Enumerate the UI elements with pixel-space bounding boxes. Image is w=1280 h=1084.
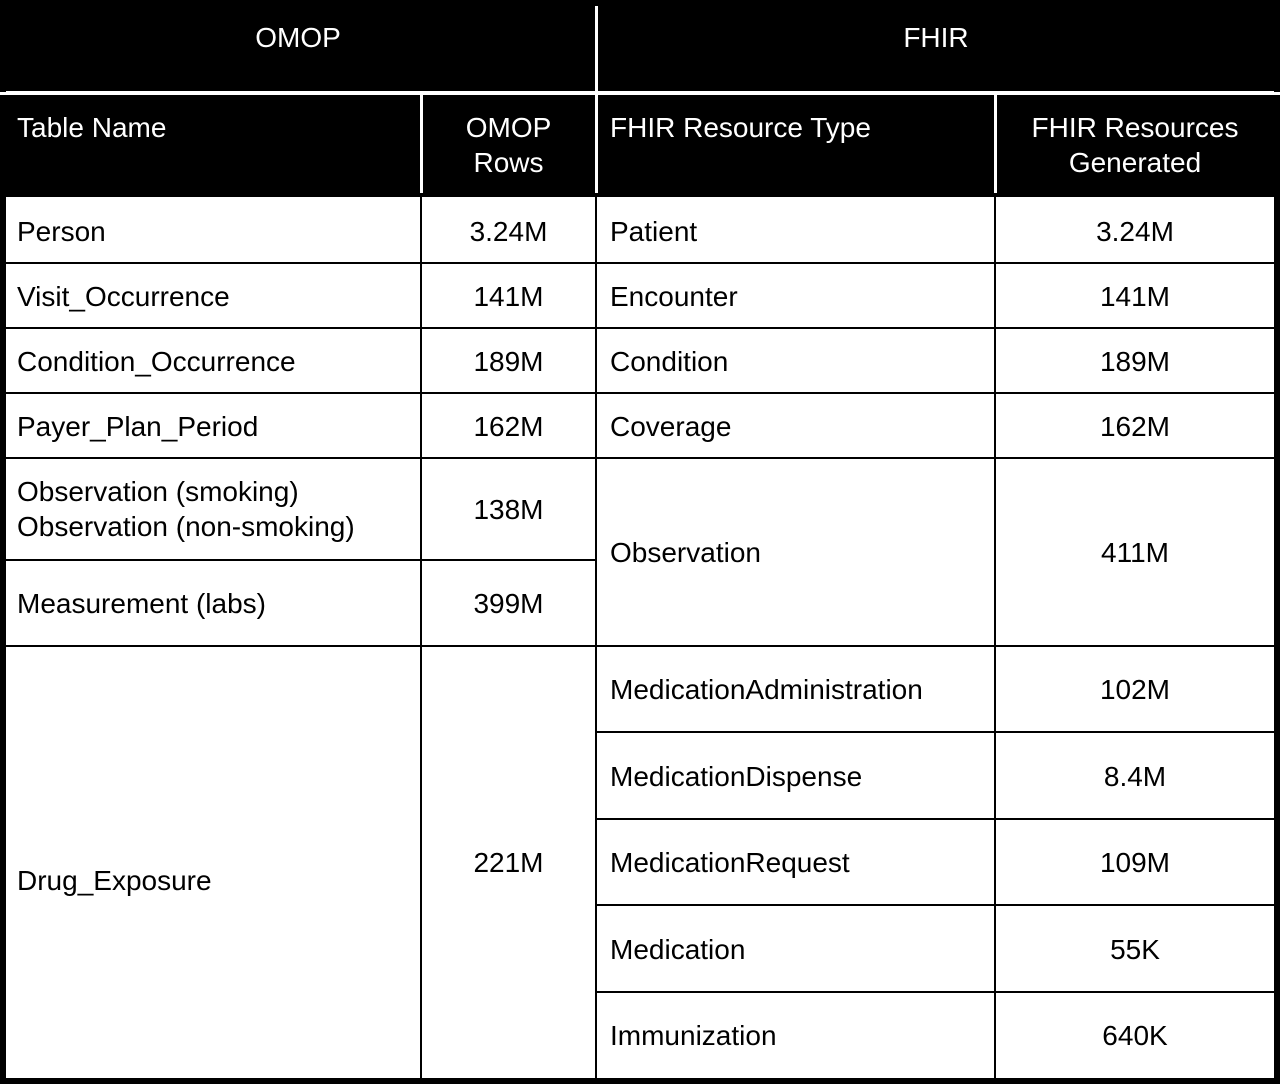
omop-row-line bbox=[6, 559, 596, 561]
omop-table-name: Measurement (labs) bbox=[17, 588, 266, 619]
fhir-row-line bbox=[596, 392, 1274, 394]
fhir-row-line bbox=[596, 818, 1274, 820]
fhir-row-line bbox=[596, 645, 1274, 647]
fhir-row-line bbox=[596, 327, 1274, 329]
omop-row-line bbox=[6, 262, 596, 264]
col-divider-2 bbox=[595, 197, 597, 1078]
fhir-resource-count: 189M bbox=[1099, 346, 1171, 377]
fhir-resource-type: Coverage bbox=[610, 411, 732, 442]
fhir-resource-type: Encounter bbox=[610, 281, 738, 312]
fhir-resource-count: 102M bbox=[1099, 674, 1171, 705]
fhir-resource-type: Immunization bbox=[610, 1020, 777, 1051]
header-col-divider-2 bbox=[595, 95, 598, 193]
omop-row-count: 221M bbox=[473, 847, 544, 878]
fhir-row-line bbox=[596, 731, 1274, 733]
fhir-resource-type: MedicationAdministration bbox=[610, 674, 923, 705]
omop-row-count: 399M bbox=[473, 588, 544, 619]
fhir-resource-count: 141M bbox=[1099, 281, 1171, 312]
fhir-resource-type: Patient bbox=[610, 216, 698, 247]
omop-row-line bbox=[6, 645, 596, 647]
fhir-row-line bbox=[596, 991, 1274, 993]
fhir-row-line bbox=[596, 457, 1274, 459]
fhir-group-header: FHIR bbox=[903, 22, 969, 53]
omop-table-name: Drug_Exposure bbox=[17, 865, 212, 896]
fhir-resource-count: 8.4M bbox=[1103, 761, 1167, 792]
border-right bbox=[1274, 197, 1280, 1084]
fhir-resource-count: 411M bbox=[1101, 537, 1169, 568]
omop-table-name: Person bbox=[17, 216, 106, 247]
fhir-resource-count: 162M bbox=[1099, 411, 1171, 442]
header-separator bbox=[6, 91, 1274, 95]
omop-row-count: 138M bbox=[473, 494, 544, 525]
omop-row-line bbox=[6, 457, 596, 459]
fhir-resource-type: MedicationRequest bbox=[610, 847, 850, 878]
header-omop-rows-line2: Rows bbox=[473, 147, 544, 178]
omop-table-name-line2: Observation (non-smoking) bbox=[17, 511, 355, 542]
omop-row-line bbox=[6, 327, 596, 329]
header-fhir-generated-line1: FHIR Resources bbox=[1031, 112, 1239, 143]
fhir-resource-count: 3.24M bbox=[1096, 216, 1174, 247]
border-bottom bbox=[0, 1078, 1280, 1084]
fhir-resource-count: 640K bbox=[1102, 1020, 1168, 1051]
omop-table-name: Condition_Occurrence bbox=[17, 346, 296, 377]
col-divider-1 bbox=[420, 197, 422, 1078]
omop-table-name: Visit_Occurrence bbox=[17, 281, 230, 312]
fhir-row-line bbox=[596, 904, 1274, 906]
fhir-resource-count: 109M bbox=[1099, 847, 1171, 878]
header-fhir-generated-line2: Generated bbox=[1068, 147, 1202, 178]
fhir-resource-type: Condition bbox=[610, 346, 729, 377]
omop-table-name: Payer_Plan_Period bbox=[17, 411, 259, 442]
omop-row-line bbox=[6, 392, 596, 394]
omop-group-header: OMOP bbox=[255, 22, 341, 53]
omop-table-name: Observation (smoking) bbox=[17, 476, 299, 507]
fhir-row-line bbox=[596, 262, 1274, 264]
border-left bbox=[0, 197, 6, 1084]
header-omop-rows-line1: OMOP bbox=[465, 112, 552, 143]
omop-row-count: 141M bbox=[473, 281, 544, 312]
fhir-resource-type: Medication bbox=[610, 934, 746, 965]
fhir-resource-type: Observation bbox=[610, 537, 761, 568]
header-table-name: Table Name bbox=[17, 112, 167, 143]
header-fhir-resource-type: FHIR Resource Type bbox=[610, 112, 871, 143]
fhir-resource-count: 55K bbox=[1110, 934, 1160, 965]
omop-row-count: 162M bbox=[473, 411, 544, 442]
omop-row-count: 189M bbox=[473, 346, 544, 377]
fhir-resource-type: MedicationDispense bbox=[610, 761, 863, 792]
omop-row-count: 3.24M bbox=[469, 216, 548, 247]
